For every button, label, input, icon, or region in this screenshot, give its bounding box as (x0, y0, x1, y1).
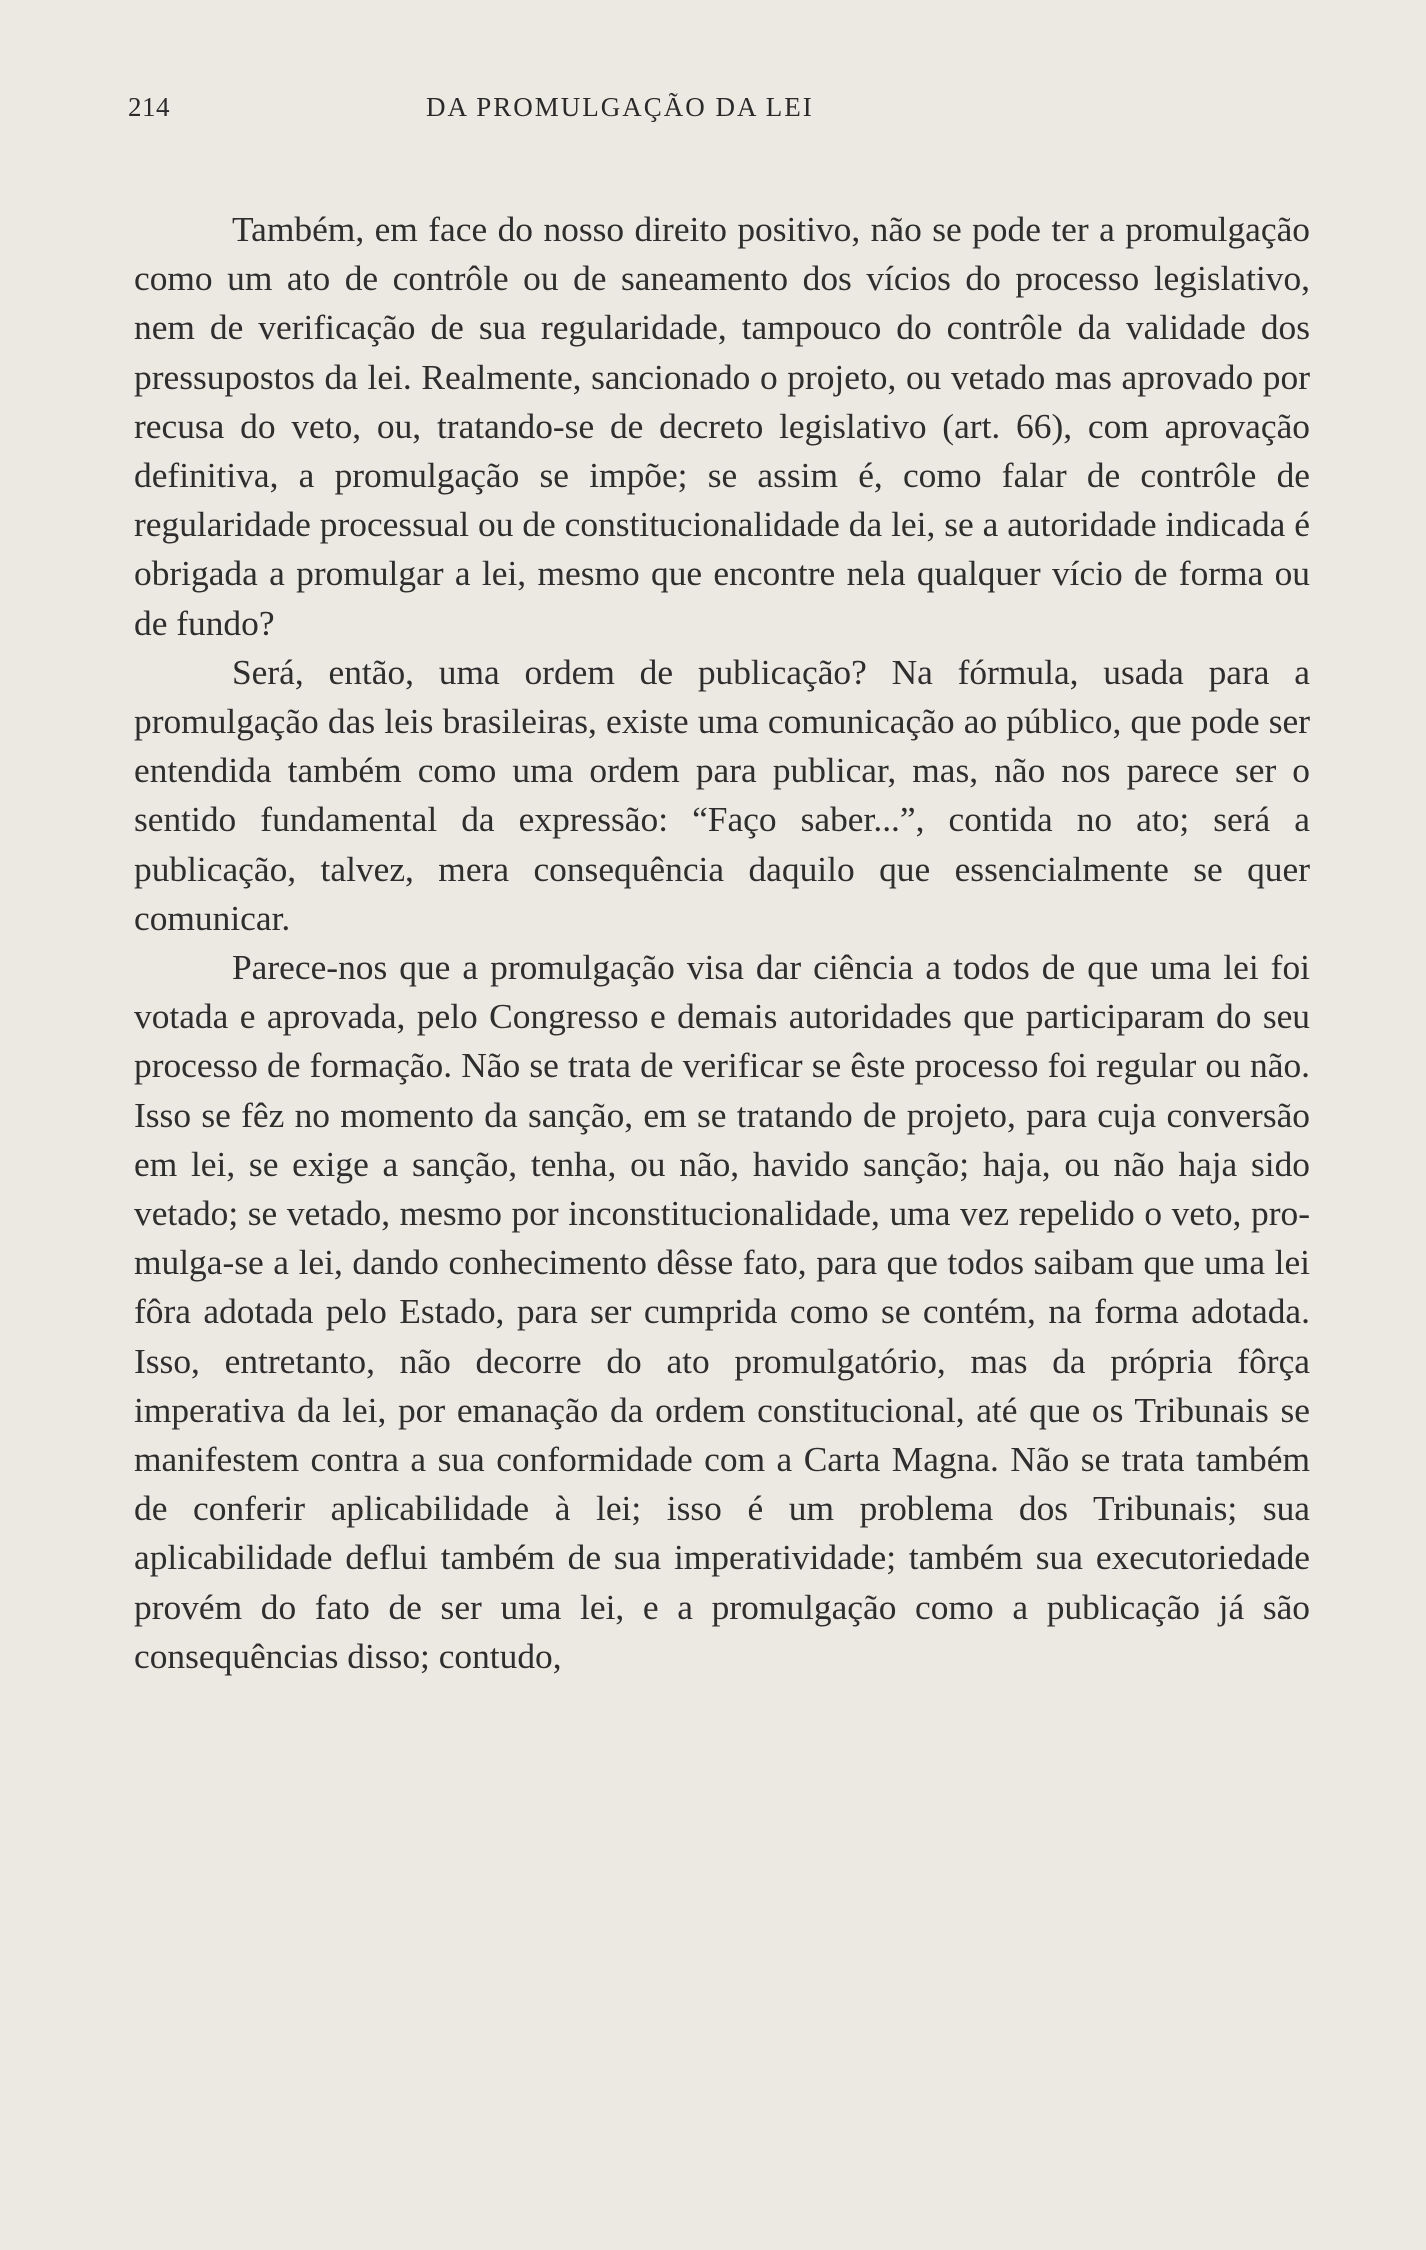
paragraph: Também, em face do nosso direito positivo, não se pode ter a promulgação como um ato de contrôle ou de saneamento dos vícios do processo legislativo, nem de verificação de sua regularidade, tampouco do contrôle da validade dos pressupostos da lei. Realmente, sancionado o projeto, ou vetado mas aprovado por recusa do veto, ou, tratando-se de decreto legislativo (art. 66), com aprovação definitiva, a promulgação se impõe; se assim é, como falar de contrôle de regularidade processual ou de constitucionalidade da lei, se a autoridade indicada é obrigada a promulgar a lei, mesmo que encontre nela qualquer vício de forma ou de fundo? (134, 209, 1310, 643)
page-number: 214 (128, 92, 170, 122)
body-text (134, 205, 1310, 1681)
paragraph: Será, então, uma ordem de publicação? Na fórmula, usada para a promulgação das leis brasileiras, existe uma comunicação ao público, que pode ser entendida também como uma ordem para publicar, mas, não nos parece ser o sentido fundamental da expressão: “Faço saber...”, contida no ato; será a publicação, talvez, mera consequência daquilo que essencialmente se quer comunicar. (134, 651, 1310, 938)
running-head: DA PROMULGAÇÃO DA LEI (426, 92, 814, 122)
paragraph: Parece-nos que a promulgação visa dar ciência a todos de que uma lei foi votada e aprovada, pelo Congresso e demais autoridades que participaram do seu processo de formação. Não se trata de verificar se êste processo foi regular ou não. Isso se fêz no momento da sanção, em se tratando de projeto, para cuja conversão em lei, se exige a sanção, tenha, ou não, havido sanção; haja, ou não haja sido vetado; se vetado, mesmo por inconstitucionalidade, uma vez repelido o veto, promulga-se a lei, dando conhecimento dêsse fato, para que todos saibam que uma lei fôra adotada pelo Estado, para ser cumprida como se contém, na forma adotada. Isso, entretanto, não decorre do ato promulgatório, mas da própria fôrça imperativa da lei, por emanação da ordem constitucional, até que os Tribunais se manifestem contra a sua conformidade com a Carta Magna. Não se trata também de conferir aplicabilidade à lei; isso é um problema dos Tribunais; sua aplicabilidade deflui também de sua imperatividade; também sua executoriedade provém do fato de ser uma lei, e a promulgação como a publicação já são consequências disso; contudo, (134, 947, 1310, 1676)
page-header (128, 92, 1308, 132)
